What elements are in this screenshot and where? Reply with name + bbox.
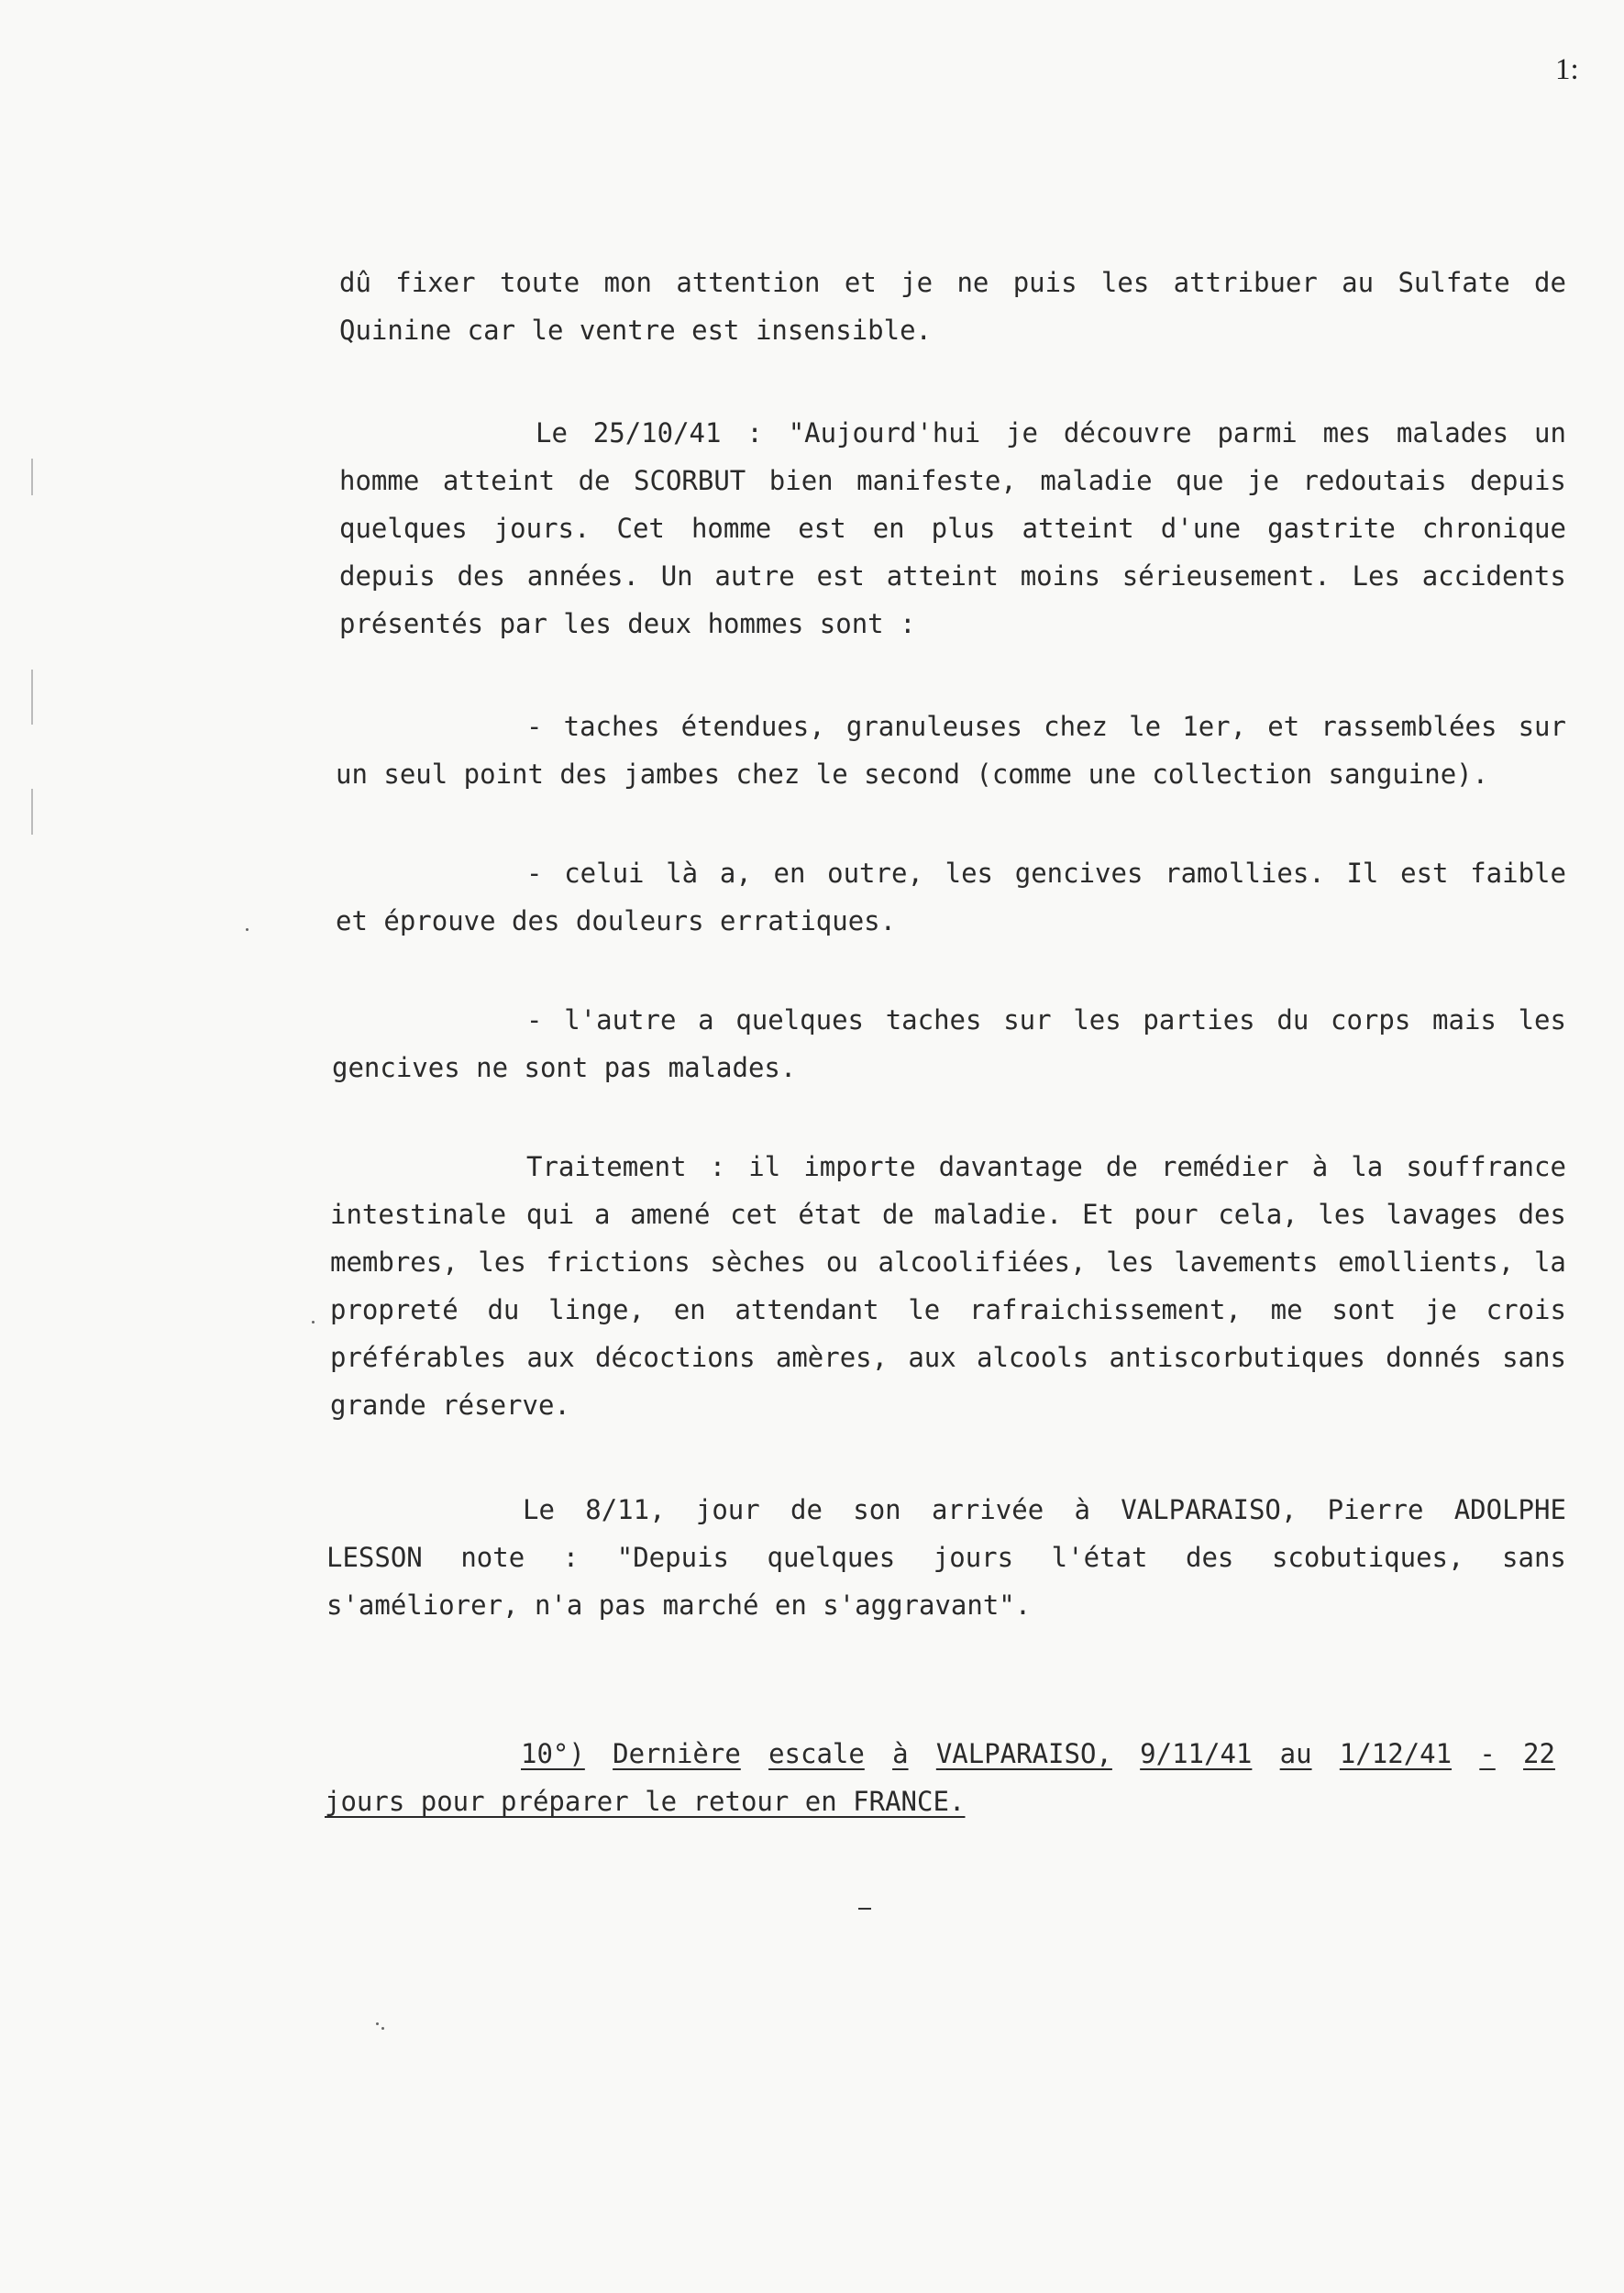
word: bien bbox=[768, 465, 834, 496]
word: qui bbox=[525, 1199, 575, 1230]
word: ADOLPHE bbox=[1453, 1494, 1566, 1525]
word: il bbox=[748, 1151, 781, 1182]
word: maladie bbox=[1040, 465, 1153, 496]
margin-mark bbox=[31, 789, 33, 835]
word: la bbox=[1533, 1246, 1566, 1278]
word: amené bbox=[630, 1199, 711, 1230]
word: de bbox=[578, 465, 611, 496]
word: scobutiques, bbox=[1271, 1542, 1464, 1573]
word: préférables bbox=[330, 1342, 507, 1373]
text-line: un seul point des jambes chez le second (comme une collection sanguine). bbox=[336, 759, 1489, 790]
word: toute bbox=[499, 267, 580, 298]
page-number: 1: bbox=[1555, 53, 1579, 86]
word: aux bbox=[526, 1342, 575, 1373]
word: antiscorbutiques bbox=[1109, 1342, 1365, 1373]
word: mais bbox=[1432, 1004, 1497, 1036]
word: faible bbox=[1470, 858, 1566, 889]
word: jour bbox=[695, 1494, 760, 1525]
word: au bbox=[1342, 267, 1375, 298]
word: - bbox=[1479, 1738, 1496, 1769]
word: cela, bbox=[1218, 1199, 1298, 1230]
word: a bbox=[593, 1199, 611, 1230]
word: est bbox=[816, 560, 865, 592]
word: a, bbox=[719, 858, 752, 889]
word: je bbox=[900, 267, 934, 298]
word: escale bbox=[768, 1738, 865, 1769]
word: le bbox=[908, 1294, 941, 1325]
word: quelques bbox=[735, 1004, 864, 1036]
word: la bbox=[1351, 1151, 1384, 1182]
word: puis bbox=[1012, 267, 1077, 298]
word: son bbox=[853, 1494, 901, 1525]
word: d'une bbox=[1160, 513, 1242, 544]
text-line bbox=[526, 996, 1566, 1044]
section-heading-valparaiso bbox=[325, 1730, 1555, 1825]
word: alcoolifiées, bbox=[878, 1246, 1087, 1278]
word: sur bbox=[1003, 1004, 1052, 1036]
word: amères, bbox=[775, 1342, 889, 1373]
word: 1er, bbox=[1182, 711, 1247, 742]
word: ou bbox=[825, 1246, 858, 1278]
word: Les bbox=[1352, 560, 1400, 592]
text-line bbox=[526, 703, 1566, 750]
word: sur bbox=[1518, 711, 1566, 742]
word: sans bbox=[1502, 1542, 1566, 1573]
word: celui bbox=[564, 858, 645, 889]
paragraph-25-10-41 bbox=[339, 409, 1566, 648]
word: VALPARAISO, bbox=[1121, 1494, 1298, 1525]
word: à bbox=[1311, 1151, 1329, 1182]
text-line bbox=[339, 552, 1566, 600]
word: attendant bbox=[735, 1294, 879, 1325]
word: en bbox=[773, 858, 806, 889]
word: Il bbox=[1346, 858, 1379, 889]
scan-speck bbox=[376, 2022, 379, 2025]
word: cet bbox=[730, 1199, 779, 1230]
word: découvre bbox=[1063, 417, 1192, 449]
word: me bbox=[1270, 1294, 1303, 1325]
word: chronique bbox=[1421, 513, 1566, 544]
word: Un bbox=[660, 560, 693, 592]
word: quelques bbox=[767, 1542, 896, 1573]
word: jours. bbox=[493, 513, 591, 544]
word: sèches bbox=[710, 1246, 807, 1278]
word: LESSON bbox=[326, 1542, 423, 1573]
word: davantage bbox=[938, 1151, 1083, 1182]
word: depuis bbox=[1470, 465, 1566, 496]
word: décoctions bbox=[594, 1342, 756, 1373]
word: remédier bbox=[1160, 1151, 1289, 1182]
text-line bbox=[330, 1286, 1566, 1334]
word: un bbox=[1534, 417, 1566, 449]
word: jours bbox=[933, 1542, 1014, 1573]
word: corps bbox=[1331, 1004, 1411, 1036]
word: taches bbox=[563, 711, 660, 742]
word: Et bbox=[1082, 1199, 1114, 1230]
word: mon bbox=[603, 267, 653, 298]
word: des bbox=[1518, 1199, 1566, 1230]
paragraph-traitement bbox=[330, 1143, 1566, 1429]
word: frictions bbox=[546, 1246, 690, 1278]
text-line bbox=[339, 504, 1566, 552]
text-line: gencives ne sont pas malades. bbox=[332, 1052, 797, 1083]
word: lavages bbox=[1386, 1199, 1498, 1230]
text-line bbox=[326, 1534, 1566, 1581]
word: : bbox=[562, 1542, 580, 1573]
word: gastrite bbox=[1267, 513, 1396, 544]
word: SCORBUT bbox=[634, 465, 746, 496]
word: ne bbox=[956, 267, 989, 298]
word: dû bbox=[339, 267, 371, 298]
paragraph-gencives bbox=[336, 849, 1566, 945]
word: a bbox=[698, 1004, 714, 1036]
paragraph-taches bbox=[336, 703, 1566, 798]
word: homme bbox=[690, 513, 772, 544]
word: est bbox=[798, 513, 846, 544]
word: le bbox=[1129, 711, 1162, 742]
word: est bbox=[1400, 858, 1449, 889]
word: 25/10/41 bbox=[592, 417, 722, 449]
word: homme bbox=[339, 465, 420, 496]
word: VALPARAISO, bbox=[935, 1738, 1112, 1769]
heading-line-text: jours pour préparer le retour en FRANCE. bbox=[325, 1786, 966, 1817]
text-line bbox=[330, 1334, 1566, 1381]
word: granuleuses bbox=[845, 711, 1022, 742]
word: donnés bbox=[1386, 1342, 1482, 1373]
word: atteint bbox=[442, 465, 556, 496]
word: taches bbox=[885, 1004, 982, 1036]
text-line: et éprouve des douleurs erratiques. bbox=[336, 905, 897, 936]
word: linge, bbox=[548, 1294, 645, 1325]
word: gencives bbox=[1014, 858, 1143, 889]
word: autre bbox=[714, 560, 795, 592]
word: je bbox=[1006, 417, 1039, 449]
margin-mark bbox=[31, 670, 33, 725]
text-line bbox=[526, 849, 1566, 897]
word: depuis bbox=[339, 560, 436, 592]
word: Le bbox=[523, 1494, 555, 1525]
word: et bbox=[1267, 711, 1300, 742]
word: - bbox=[526, 1004, 543, 1036]
word: chez bbox=[1044, 711, 1108, 742]
word: là bbox=[666, 858, 699, 889]
word: attention bbox=[676, 267, 821, 298]
word: membres, bbox=[330, 1246, 458, 1278]
word: accidents bbox=[1421, 560, 1566, 592]
text-line bbox=[536, 409, 1566, 457]
word: crois bbox=[1486, 1294, 1566, 1325]
word: note bbox=[460, 1542, 525, 1573]
word: 1/12/41 bbox=[1339, 1738, 1453, 1769]
word: arrivée bbox=[931, 1494, 1044, 1525]
word: 22 bbox=[1523, 1738, 1555, 1769]
word: l'autre bbox=[564, 1004, 677, 1036]
word: plus bbox=[931, 513, 996, 544]
text-line: grande réserve. bbox=[330, 1390, 570, 1421]
word: quelques bbox=[339, 513, 468, 544]
word: du bbox=[487, 1294, 520, 1325]
word: mes bbox=[1322, 417, 1372, 449]
word: parmi bbox=[1217, 417, 1298, 449]
word: les bbox=[945, 858, 994, 889]
word: fixer bbox=[395, 267, 476, 298]
word: Le bbox=[536, 417, 568, 449]
text-line bbox=[526, 1143, 1566, 1191]
word: intestinale bbox=[330, 1199, 507, 1230]
word: Sulfate bbox=[1398, 267, 1510, 298]
word: les bbox=[1318, 1199, 1366, 1230]
word: Dernière bbox=[613, 1738, 741, 1769]
word: Traitement bbox=[526, 1151, 687, 1182]
scan-speck bbox=[381, 2027, 384, 2030]
word: "Aujourd'hui bbox=[788, 417, 981, 449]
scan-speck bbox=[312, 1321, 315, 1324]
word: atteint bbox=[1022, 513, 1134, 544]
word: - bbox=[526, 858, 543, 889]
word: état bbox=[798, 1199, 863, 1230]
word: des bbox=[1186, 1542, 1234, 1573]
word: 8/11, bbox=[585, 1494, 666, 1525]
word: : bbox=[746, 417, 763, 449]
word: en bbox=[872, 513, 905, 544]
word: l'état bbox=[1051, 1542, 1148, 1573]
text-line bbox=[521, 1730, 1555, 1778]
word: en bbox=[673, 1294, 706, 1325]
word: sans bbox=[1502, 1342, 1566, 1373]
word: pour bbox=[1133, 1199, 1199, 1230]
word: 9/11/41 bbox=[1140, 1738, 1253, 1769]
word: alcools bbox=[977, 1342, 1089, 1373]
word: rafraichissement, bbox=[969, 1294, 1242, 1325]
word: que bbox=[1176, 465, 1224, 496]
word: du bbox=[1276, 1004, 1309, 1036]
word: de bbox=[790, 1494, 823, 1525]
text-line: Quinine car le ventre est insensible. bbox=[339, 315, 933, 346]
word: et bbox=[844, 267, 877, 298]
word: atteint bbox=[886, 560, 999, 592]
word: parties bbox=[1143, 1004, 1255, 1036]
word: ramollies. bbox=[1165, 858, 1325, 889]
text-line bbox=[339, 457, 1566, 504]
word: souffrance bbox=[1406, 1151, 1566, 1182]
word: redoutais bbox=[1302, 465, 1447, 496]
word: rassemblées bbox=[1320, 711, 1497, 742]
text-line bbox=[325, 1778, 1555, 1825]
word: moins bbox=[1020, 560, 1100, 592]
word: malades bbox=[1396, 417, 1509, 449]
word: sérieusement. bbox=[1121, 560, 1331, 592]
text-line bbox=[339, 259, 1566, 306]
word: les bbox=[1073, 1004, 1121, 1036]
word: outre, bbox=[827, 858, 923, 889]
dash-mark bbox=[858, 1908, 871, 1910]
word: manifeste, bbox=[856, 465, 1017, 496]
word: 10°) bbox=[521, 1738, 585, 1769]
paragraph-continuation bbox=[339, 259, 1566, 354]
word: les bbox=[1100, 267, 1150, 298]
word: je bbox=[1246, 465, 1279, 496]
word: les bbox=[478, 1246, 526, 1278]
word: de bbox=[1105, 1151, 1138, 1182]
text-line: s'améliorer, n'a pas marché en s'aggravant". bbox=[326, 1590, 1032, 1621]
word: attribuer bbox=[1173, 267, 1318, 298]
word: des bbox=[457, 560, 505, 592]
scan-speck bbox=[246, 928, 249, 931]
word: lavements bbox=[1174, 1246, 1319, 1278]
word: propreté bbox=[330, 1294, 458, 1325]
word: années. bbox=[526, 560, 639, 592]
text-line bbox=[330, 1238, 1566, 1286]
word: à bbox=[1074, 1494, 1090, 1525]
word: de bbox=[881, 1199, 914, 1230]
text-line: présentés par les deux hommes sont : bbox=[339, 608, 916, 639]
text-line bbox=[330, 1191, 1566, 1238]
word: Pierre bbox=[1327, 1494, 1424, 1525]
word: : bbox=[709, 1151, 726, 1182]
margin-mark bbox=[31, 459, 33, 495]
word: - bbox=[526, 711, 543, 742]
word: "Depuis bbox=[616, 1542, 729, 1573]
paragraph-autre bbox=[332, 996, 1566, 1091]
word: importe bbox=[803, 1151, 916, 1182]
word: les bbox=[1106, 1246, 1154, 1278]
word: maladie. bbox=[934, 1199, 1063, 1230]
word: étendues, bbox=[680, 711, 825, 742]
word: Cet bbox=[616, 513, 665, 544]
word: je bbox=[1424, 1294, 1457, 1325]
text-line bbox=[523, 1486, 1566, 1534]
word: au bbox=[1279, 1738, 1312, 1769]
word: à bbox=[892, 1738, 909, 1769]
paragraph-8-11 bbox=[326, 1486, 1566, 1629]
word: emollients, bbox=[1338, 1246, 1515, 1278]
word: aux bbox=[908, 1342, 956, 1373]
word: sont bbox=[1331, 1294, 1397, 1325]
word: les bbox=[1518, 1004, 1566, 1036]
word: de bbox=[1534, 267, 1566, 298]
